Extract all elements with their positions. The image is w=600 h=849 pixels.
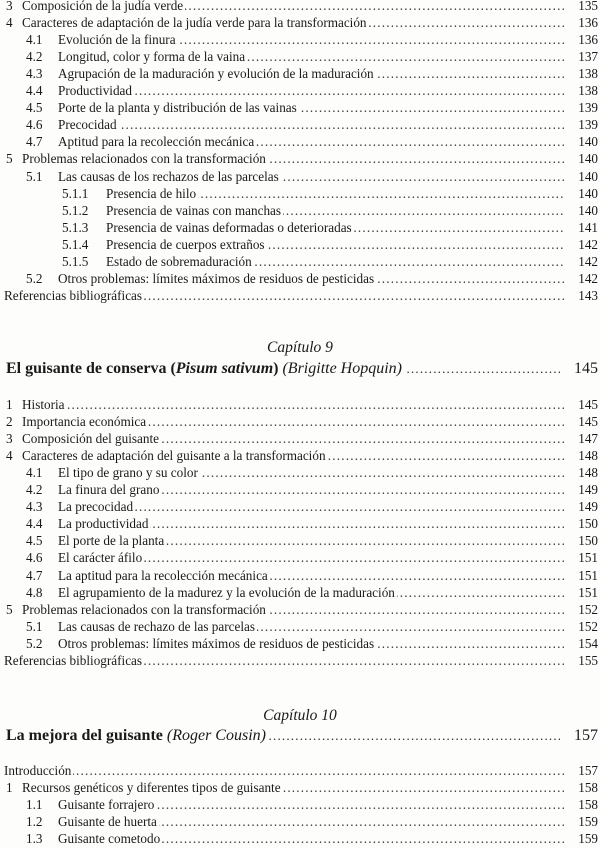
toc-entry-number: 5.1.3 [62, 219, 89, 235]
toc-entry [0, 287, 600, 304]
toc-entry [0, 549, 600, 566]
toc-entry-number: 4.1 [26, 465, 43, 481]
toc-entry-number: 5.1.1 [62, 185, 89, 201]
toc-entry-page: 159 [578, 814, 598, 830]
toc-entry-page: 150 [578, 533, 598, 549]
toc-entry [0, 464, 600, 481]
toc-entry-title: Problemas relacionados con la transformación [22, 601, 266, 617]
toc-entry-number: 5.1.4 [62, 236, 89, 252]
toc-entry [0, 584, 600, 601]
toc-entry-title: El agrupamiento de la madurez y la evolución de la maduración [58, 584, 395, 600]
toc-entry-title: El tipo de grano y su color [58, 465, 198, 481]
toc-entry-page: 152 [578, 618, 598, 634]
chapter10-title-row [0, 725, 600, 747]
toc-entry-page: 140 [578, 168, 598, 184]
toc-entry [0, 762, 600, 779]
toc-entry-page: 141 [578, 219, 598, 235]
toc-entry [0, 14, 600, 31]
toc-entry-title: Guisante de huerta [58, 814, 157, 830]
toc-entry-title: Importancia económica [22, 414, 147, 430]
toc-entry-number: 4.1 [26, 32, 43, 48]
toc-entry-number: 4 [6, 448, 13, 464]
toc-entry-title: Caracteres de adaptación del guisante a la transformación [22, 448, 326, 464]
toc-entry [0, 813, 600, 830]
toc-entry-title: Las causas de rechazo de las parcelas [58, 618, 255, 634]
chapter9-title-scientific: Pisum sativum [175, 360, 274, 377]
toc-entry [0, 796, 600, 813]
toc-entry-number: 5.2 [26, 635, 43, 651]
toc-entry [0, 219, 600, 236]
toc-entry-number: 1.2 [26, 814, 43, 830]
toc-entry-title: Composición de la judía verde [22, 0, 184, 13]
toc-entry-title: Aptitud para la recolección mecánica [58, 134, 255, 150]
toc-entry-number: 5 [6, 601, 13, 617]
toc-entry [0, 236, 600, 253]
toc-entry-number: 4.2 [26, 49, 43, 65]
toc-entry-page: 140 [578, 185, 598, 201]
toc-entry-number: 4.7 [26, 134, 43, 150]
toc-entry-title: Longitud, color y forma de la vaina [58, 49, 246, 65]
toc-entry [0, 133, 600, 150]
toc-entry-page: 147 [578, 431, 598, 447]
toc-entry-page: 158 [578, 797, 598, 813]
toc-entry [0, 532, 600, 549]
toc-entry-number: 3 [6, 431, 13, 447]
toc-entry [0, 270, 600, 287]
toc-entry-number: 5.1.5 [62, 253, 89, 269]
chapter10-heading: Capítulo 10 [263, 707, 337, 724]
toc-entry-page: 136 [578, 15, 598, 31]
toc-entry [0, 481, 600, 498]
toc-entry-number: 5.1 [26, 618, 43, 634]
toc-entry-title: Estado de sobremaduración [106, 253, 252, 269]
toc-entry-page: 149 [578, 482, 598, 498]
chapter10-author: (Roger Cousin) [162, 727, 266, 744]
toc-entry-page: 138 [578, 66, 598, 82]
toc-entry-page: 151 [578, 584, 598, 600]
toc-entry-number: 4.4 [26, 83, 43, 99]
toc-entry-number: 4.2 [26, 482, 43, 498]
toc-entry [0, 185, 600, 202]
toc-entry-number: 4.4 [26, 516, 43, 532]
chapter9-page: 145 [574, 360, 598, 377]
toc-entry-page: 149 [578, 499, 598, 515]
toc-entry [0, 567, 600, 584]
toc-entry-number: 4.5 [26, 100, 43, 116]
toc-entry-title: Guisante forrajero [58, 797, 155, 813]
chapter9-heading: Capítulo 9 [267, 339, 333, 356]
toc-entry-title: Porte de la planta y distribución de las vainas [58, 100, 297, 116]
toc-entry [0, 168, 600, 185]
toc-entry-page: 155 [578, 652, 598, 668]
toc-entry-title: Agrupación de la maduración y evolución de la maduración [58, 66, 374, 82]
toc-entry [0, 82, 600, 99]
toc-entry-title: La finura del grano [58, 482, 160, 498]
chapter9-author: (Brigitte Hopquin) [278, 360, 403, 377]
toc-entry [0, 150, 600, 167]
toc-entry-page: 148 [578, 448, 598, 464]
toc-entry [0, 447, 600, 464]
toc-entry-title: Referencias bibliográficas [4, 287, 143, 303]
toc-entry-page: 136 [578, 32, 598, 48]
chapter10-page: 157 [574, 727, 598, 744]
toc-entry-page: 138 [578, 83, 598, 99]
toc-entry-title: Otros problemas: límites máximos de residuos de pesticidas [58, 635, 375, 651]
toc-entry-number: 4.7 [26, 567, 43, 583]
toc-entry-title: Otros problemas: límites máximos de residuos de pesticidas [58, 270, 375, 286]
toc-entry-number: 4.6 [26, 117, 43, 133]
toc-entry-page: 139 [578, 100, 598, 116]
toc-entry [0, 635, 600, 652]
toc-entry-title: Precocidad [58, 117, 117, 133]
toc-entry-page: 154 [578, 635, 598, 651]
toc-entry-number: 1.1 [26, 797, 43, 813]
toc-entry-title: Recursos genéticos y diferentes tipos de guisante [22, 780, 281, 796]
toc-entry-page: 142 [578, 253, 598, 269]
toc-entry-number: 1 [6, 780, 13, 796]
toc-entry-page: 159 [578, 831, 598, 847]
toc-entry-number: 5.2 [26, 270, 43, 286]
toc-entry-title: Introducción [4, 763, 72, 778]
toc-entry-title: Historia [22, 397, 65, 412]
toc-entry-page: 142 [578, 270, 598, 286]
toc-entry-number: 3 [6, 0, 13, 13]
toc-entry-number: 4.3 [26, 499, 43, 515]
toc-entry-title: La productividad [58, 516, 149, 532]
toc-entry-page: 139 [578, 117, 598, 133]
toc-entry-page: 140 [578, 134, 598, 150]
toc-entry-page: 151 [578, 567, 598, 583]
toc-entry-title: Presencia de hilo [106, 185, 197, 201]
toc-entry-page: 137 [578, 49, 598, 65]
chapter9-title-close: ) [273, 360, 279, 377]
toc-entry-page: 148 [578, 465, 598, 481]
toc-entry-title: El carácter áfilo [58, 550, 143, 566]
toc-entry [0, 601, 600, 618]
toc-entry-number: 5.1 [26, 168, 43, 184]
toc-entry-number: 4.5 [26, 533, 43, 549]
toc-entry-number: 4.8 [26, 584, 43, 600]
toc-entry-page: 158 [578, 780, 598, 796]
toc-entry-page: 152 [578, 601, 598, 617]
toc-entry-title: Presencia de vainas con manchas [106, 202, 282, 218]
toc-entry-title: Guisante cometodo [58, 831, 161, 847]
toc-entry-number: 2 [6, 414, 13, 430]
chapter9-title-row [0, 358, 600, 380]
toc-entry-page: 142 [578, 236, 598, 252]
toc-entry [0, 779, 600, 796]
toc-entry-number: 5 [6, 151, 13, 167]
toc-entry-number: 4 [6, 15, 13, 31]
toc-entry [0, 48, 600, 65]
toc-entry [0, 202, 600, 219]
toc-entry [0, 253, 600, 270]
toc-entry-title: Presencia de vainas deformadas o deterioradas [106, 219, 352, 235]
toc-entry-title: Evolución de la finura [58, 32, 176, 48]
toc-entry [0, 99, 600, 116]
toc-entry-title: Composición del guisante [22, 431, 159, 447]
toc-entry [0, 652, 600, 669]
chapter9-title-main: El guisante de conserva ( [6, 360, 176, 377]
toc-entry-number: 1.3 [26, 831, 43, 847]
toc-entry-page: 157 [578, 763, 598, 778]
toc-entry-number: 1 [6, 397, 13, 412]
toc-entry-title: Referencias bibliográficas [4, 652, 143, 668]
toc-entry-title: Productividad [58, 83, 132, 99]
toc-entry [0, 31, 600, 48]
toc-entry-page: 145 [578, 397, 598, 412]
toc-entry-title: La aptitud para la recolección mecánica [58, 567, 268, 583]
toc-entry-title: Presencia de cuerpos extraños [106, 236, 265, 252]
toc-entry [0, 618, 600, 635]
toc-entry-page: 140 [578, 202, 598, 218]
toc-entry-page: 135 [578, 0, 598, 13]
toc-entry [0, 830, 600, 847]
toc-entry-page: 145 [578, 414, 598, 430]
toc-entry-title: Problemas relacionados con la transformación [22, 151, 266, 167]
toc-entry [0, 0, 600, 14]
toc-entry-number: 5.1.2 [62, 202, 89, 218]
toc-entry [0, 430, 600, 447]
toc-entry [0, 413, 600, 430]
toc-entry-page: 150 [578, 516, 598, 532]
toc-entry-number: 4.3 [26, 66, 43, 82]
toc-entry [0, 515, 600, 532]
toc-entry-page: 151 [578, 550, 598, 566]
toc-entry-title: El porte de la planta [58, 533, 165, 549]
toc-entry [0, 498, 600, 515]
toc-entry-page: 140 [578, 151, 598, 167]
toc-entry-title: Caracteres de adaptación de la judía verde para la transformación [22, 15, 367, 31]
toc-entry-page: 143 [578, 287, 598, 303]
toc-entry-title: La precocidad [58, 499, 134, 515]
toc-entry [0, 65, 600, 82]
chapter10-title-main: La mejora del guisante [6, 727, 163, 744]
toc-entry [0, 396, 600, 413]
toc-entry-title: Las causas de los rechazos de las parcelas [58, 168, 279, 184]
toc-entry [0, 116, 600, 133]
toc-entry-number: 4.6 [26, 550, 43, 566]
